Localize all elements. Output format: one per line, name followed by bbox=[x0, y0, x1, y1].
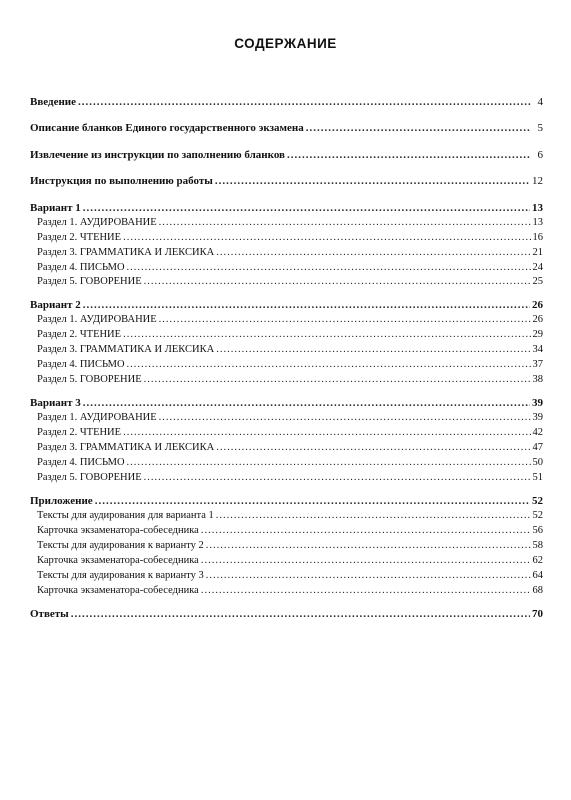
toc-entry-label: Тексты для аудирования к варианту 2 bbox=[37, 540, 204, 551]
toc-entry-label: Раздел 2. ЧТЕНИЕ bbox=[37, 329, 122, 340]
toc-entry-page: 26 bbox=[532, 299, 543, 311]
toc-entry-label: Раздел 5. ГОВОРЕНИЕ bbox=[37, 276, 142, 287]
toc-entry-v1-listening[interactable] bbox=[37, 216, 543, 230]
toc-entry-label: Вариант 3 bbox=[30, 397, 81, 409]
toc-leader-dots bbox=[71, 607, 530, 621]
toc-entry-page: 21 bbox=[532, 247, 543, 258]
toc-entry-appendix-card-3[interactable] bbox=[37, 584, 543, 598]
toc-entry-label: Ответы bbox=[30, 608, 69, 620]
toc-entry-introduction[interactable] bbox=[30, 95, 543, 109]
toc-entry-page: 51 bbox=[532, 472, 543, 483]
toc-entry-page: 25 bbox=[532, 276, 543, 287]
toc-entry-label: Тексты для аудирования для варианта 1 bbox=[37, 510, 214, 521]
toc-entry-label: Карточка экзаменатора-собеседника bbox=[37, 555, 199, 566]
toc-entry-label: Вариант 2 bbox=[30, 299, 81, 311]
toc-entry-label: Раздел 3. ГРАММАТИКА И ЛЕКСИКА bbox=[37, 247, 215, 258]
toc-entry-v2-grammar[interactable] bbox=[37, 343, 543, 357]
toc-entry-label: Раздел 2. ЧТЕНИЕ bbox=[37, 232, 122, 243]
toc-entry-label: Раздел 3. ГРАММАТИКА И ЛЕКСИКА bbox=[37, 344, 215, 355]
toc-entry-v3-speaking[interactable] bbox=[37, 471, 543, 485]
toc-entry-variant-2[interactable] bbox=[30, 298, 543, 312]
toc-entry-page: 64 bbox=[532, 570, 543, 581]
toc-entry-label: Тексты для аудирования к варианту 3 bbox=[37, 570, 204, 581]
toc-entry-v1-writing[interactable] bbox=[37, 261, 543, 275]
toc-leader-dots bbox=[159, 411, 531, 425]
toc-entry-v2-writing[interactable] bbox=[37, 358, 543, 372]
toc-entry-appendix[interactable] bbox=[30, 494, 543, 508]
toc-leader-dots bbox=[127, 261, 531, 275]
toc-entry-v1-grammar[interactable] bbox=[37, 246, 543, 260]
toc-entry-page: 37 bbox=[532, 359, 543, 370]
toc-entry-page: 52 bbox=[532, 495, 543, 507]
toc-entry-page: 34 bbox=[532, 344, 543, 355]
toc-entry-instructions-extract[interactable] bbox=[30, 148, 543, 162]
toc-leader-dots bbox=[144, 471, 531, 485]
toc-leader-dots bbox=[287, 148, 531, 162]
toc-entry-v2-reading[interactable] bbox=[37, 328, 543, 342]
toc-entry-v2-speaking[interactable] bbox=[37, 373, 543, 387]
toc-leader-dots bbox=[216, 441, 530, 455]
toc-entry-page: 29 bbox=[532, 329, 543, 340]
toc-leader-dots bbox=[216, 343, 530, 357]
toc-leader-dots bbox=[83, 201, 530, 215]
toc-entry-page: 39 bbox=[532, 412, 543, 423]
toc-leader-dots bbox=[78, 95, 531, 109]
toc-leader-dots bbox=[123, 231, 530, 245]
toc-leader-dots bbox=[306, 121, 531, 135]
toc-entry-answers[interactable] bbox=[30, 607, 543, 621]
toc-entry-page: 13 bbox=[532, 202, 543, 214]
toc-leader-dots bbox=[83, 396, 530, 410]
toc-entry-page: 13 bbox=[532, 217, 543, 228]
page-title: СОДЕРЖАНИЕ bbox=[234, 36, 337, 51]
toc-entry-page: 47 bbox=[532, 442, 543, 453]
toc-entry-label: Раздел 2. ЧТЕНИЕ bbox=[37, 427, 122, 438]
toc-entry-page: 4 bbox=[537, 96, 543, 108]
toc-leader-dots bbox=[144, 373, 531, 387]
toc-entry-appendix-texts-v2[interactable] bbox=[37, 539, 543, 553]
toc-entry-page: 26 bbox=[532, 314, 543, 325]
toc-entry-label: Раздел 5. ГОВОРЕНИЕ bbox=[37, 472, 142, 483]
toc-entry-label: Карточка экзаменатора-собеседника bbox=[37, 585, 199, 596]
toc-entry-v3-grammar[interactable] bbox=[37, 441, 543, 455]
toc-entry-label: Раздел 5. ГОВОРЕНИЕ bbox=[37, 374, 142, 385]
toc-entry-variant-3[interactable] bbox=[30, 396, 543, 410]
toc-leader-dots bbox=[201, 524, 531, 538]
toc-entry-appendix-texts-v1[interactable] bbox=[37, 509, 543, 523]
toc-entry-label: Вариант 1 bbox=[30, 202, 81, 214]
toc-entry-page: 39 bbox=[532, 397, 543, 409]
toc-entry-v3-writing[interactable] bbox=[37, 456, 543, 470]
toc-leader-dots bbox=[123, 426, 530, 440]
toc-entry-v1-speaking[interactable] bbox=[37, 275, 543, 289]
toc-entry-label: Раздел 3. ГРАММАТИКА И ЛЕКСИКА bbox=[37, 442, 215, 453]
toc-entry-page: 62 bbox=[532, 555, 543, 566]
toc-entry-page: 24 bbox=[532, 262, 543, 273]
toc-leader-dots bbox=[201, 584, 531, 598]
toc-entry-page: 68 bbox=[532, 585, 543, 596]
toc-entry-page: 52 bbox=[532, 510, 543, 521]
toc-leader-dots bbox=[123, 328, 530, 342]
toc-entry-label: Раздел 1. АУДИРОВАНИЕ bbox=[37, 217, 157, 228]
toc-leader-dots bbox=[216, 246, 530, 260]
toc-leader-dots bbox=[83, 298, 530, 312]
toc-leader-dots bbox=[216, 509, 531, 523]
toc-entry-appendix-card-2[interactable] bbox=[37, 554, 543, 568]
toc-entry-label: Раздел 1. АУДИРОВАНИЕ bbox=[37, 412, 157, 423]
toc-leader-dots bbox=[201, 554, 531, 568]
toc-leader-dots bbox=[206, 539, 531, 553]
toc-entry-label: Введение bbox=[30, 96, 77, 108]
toc-entry-work-instructions[interactable] bbox=[30, 174, 543, 188]
toc-entry-page: 12 bbox=[532, 175, 543, 187]
toc-entry-appendix-card-1[interactable] bbox=[37, 524, 543, 538]
toc-entry-v3-reading[interactable] bbox=[37, 426, 543, 440]
toc-leader-dots bbox=[159, 216, 531, 230]
toc-entry-variant-1[interactable] bbox=[30, 201, 543, 215]
toc-entry-label: Карточка экзаменатора-собеседника bbox=[37, 525, 199, 536]
toc-entry-label: Раздел 4. ПИСЬМО bbox=[37, 359, 125, 370]
toc-entry-page: 16 bbox=[532, 232, 543, 243]
toc-leader-dots bbox=[215, 174, 530, 188]
toc-entry-v1-reading[interactable] bbox=[37, 231, 543, 245]
toc-entry-v3-listening[interactable] bbox=[37, 411, 543, 425]
toc-entry-page: 58 bbox=[532, 540, 543, 551]
toc-entry-label: Раздел 4. ПИСЬМО bbox=[37, 457, 125, 468]
toc-entry-label: Приложение bbox=[30, 495, 93, 507]
toc-entry-page: 56 bbox=[532, 525, 543, 536]
toc-entry-label: Раздел 1. АУДИРОВАНИЕ bbox=[37, 314, 157, 325]
toc-entry-page: 70 bbox=[532, 608, 543, 620]
toc-entry-page: 6 bbox=[537, 149, 543, 161]
toc-entry-page: 38 bbox=[532, 374, 543, 385]
toc-entry-v2-listening[interactable] bbox=[37, 313, 543, 327]
toc-entry-page: 5 bbox=[537, 122, 543, 134]
toc-leader-dots bbox=[95, 494, 530, 508]
toc-entry-appendix-texts-v3[interactable] bbox=[37, 569, 543, 583]
toc-entry-label: Раздел 4. ПИСЬМО bbox=[37, 262, 125, 273]
toc-leader-dots bbox=[127, 358, 531, 372]
toc-entry-label: Описание бланков Единого государственного экзамена bbox=[30, 122, 304, 134]
toc-leader-dots bbox=[159, 313, 531, 327]
toc-leader-dots bbox=[206, 569, 531, 583]
toc-entry-forms-description[interactable] bbox=[30, 121, 543, 135]
toc-leader-dots bbox=[127, 456, 531, 470]
toc-leader-dots bbox=[144, 275, 531, 289]
toc-entry-page: 42 bbox=[532, 427, 543, 438]
toc-entry-page: 50 bbox=[532, 457, 543, 468]
toc-entry-label: Инструкция по выполнению работы bbox=[30, 175, 213, 187]
toc-entry-label: Извлечение из инструкции по заполнению бланков bbox=[30, 149, 285, 161]
